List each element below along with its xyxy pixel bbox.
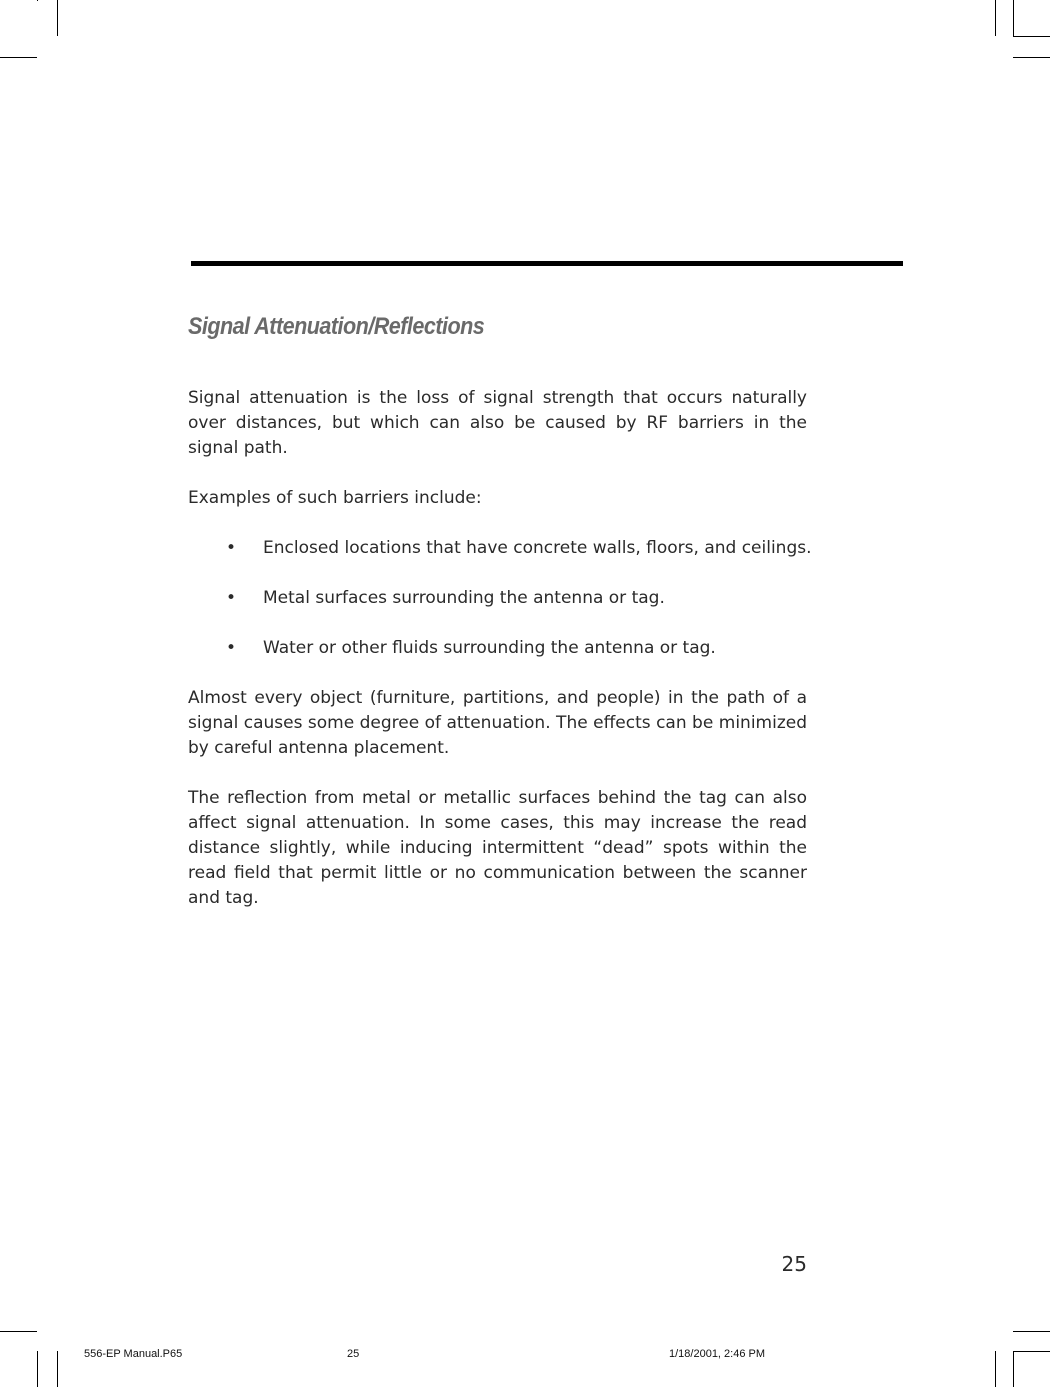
- crop-mark-top-right-horizontal-b: [1013, 57, 1050, 58]
- paragraph-reflection: The reflection from metal or metallic surfaces behind the tag can also affect signal attenuation. In some cases, this may increase the read distance slightly, while inducing intermittent “dead” spots within the read field that permit little or no communication between the scanner and tag.: [188, 788, 807, 908]
- list-item: [226, 536, 816, 561]
- crop-mark-bottom-right-inner: [1013, 1351, 1050, 1352]
- bullet-icon: •: [226, 638, 237, 658]
- crop-mark-top-left-vertical: [57, 0, 58, 36]
- crop-mark-bottom-right-horizontal: [1013, 1331, 1050, 1332]
- list-item-text: Metal surfaces surrounding the antenna or tag.: [263, 588, 665, 608]
- paragraph-attenuation-objects: Almost every object (furniture, partitions, and people) in the path of a signal causes some degree of attenuation. The effects can be minimized by careful antenna placement.: [188, 688, 807, 758]
- slug-page-number: 25: [347, 1348, 360, 1360]
- crop-mark-bottom-right-vertical-a: [995, 1351, 996, 1387]
- bullet-icon: •: [226, 538, 237, 558]
- section-rule: [191, 261, 903, 266]
- list-item: [226, 636, 816, 661]
- section-heading: Signal Attenuation/Reflections: [188, 313, 485, 340]
- list-item-text: Water or other fluids surrounding the antenna or tag.: [263, 638, 716, 658]
- page-number: 25: [781, 1252, 807, 1276]
- crop-mark-bottom-right-vertical-b: [1013, 1351, 1014, 1387]
- crop-mark-bottom-left-vertical-b: [57, 1351, 58, 1387]
- crop-mark-top-right-vertical-b: [1013, 0, 1014, 36]
- crop-mark-bottom-left-horizontal: [0, 1331, 37, 1332]
- crop-mark-top-left-horizontal: [0, 57, 37, 58]
- paragraph-examples-intro: Examples of such barriers include:: [188, 488, 482, 508]
- crop-mark-top-right-horizontal-a: [1013, 36, 1050, 37]
- list-item-text: Enclosed locations that have concrete walls, floors, and ceilings.: [263, 538, 812, 558]
- crop-mark-top-left-inner: [37, 0, 38, 1]
- paragraph-definition: Signal attenuation is the loss of signal strength that occurs naturally over distances, but which can also be caused by RF barriers in the signal path.: [188, 388, 807, 458]
- list-item: [226, 586, 816, 611]
- bullet-icon: •: [226, 588, 237, 608]
- slug-datetime: 1/18/2001, 2:46 PM: [669, 1348, 766, 1360]
- slug-filename: 556-EP Manual.P65: [84, 1348, 183, 1360]
- crop-mark-bottom-left-vertical-a: [37, 1351, 38, 1387]
- crop-mark-top-right-vertical-a: [995, 0, 996, 36]
